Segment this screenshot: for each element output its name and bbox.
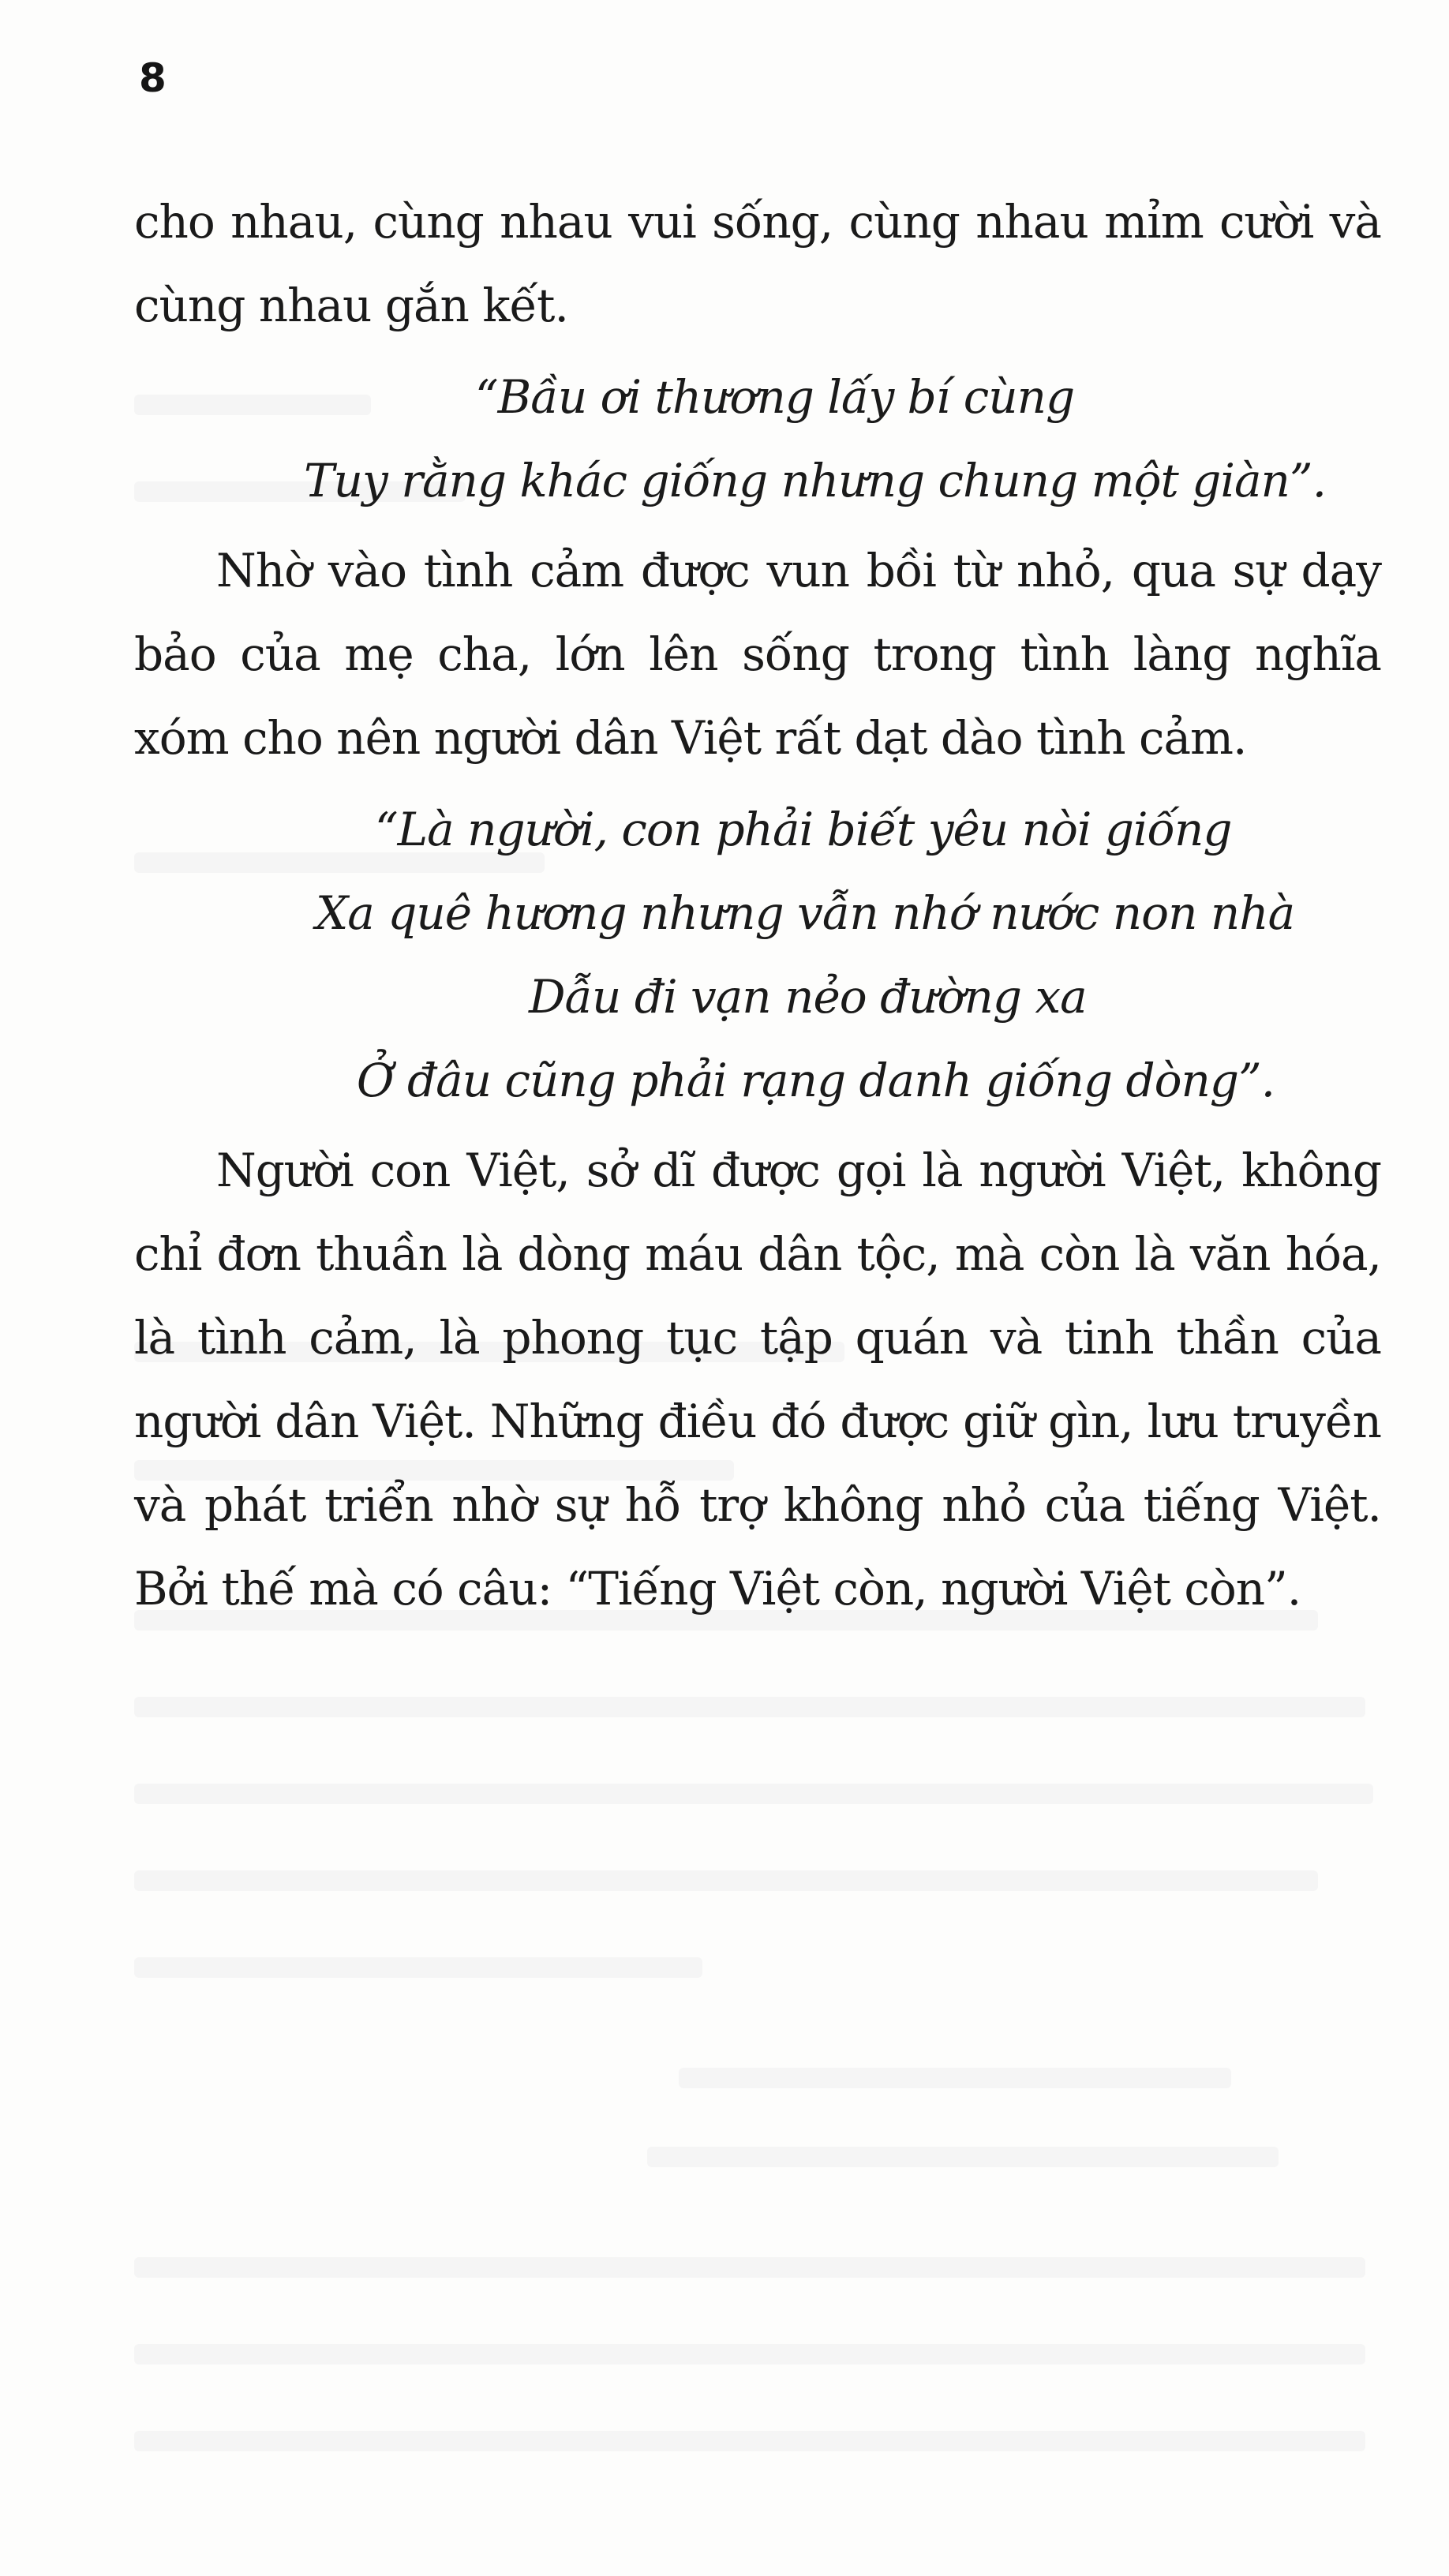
ghost-line [134,2257,1365,2278]
verse-1-line-2: Tuy rằng khác giống nhưng chung một giàn”. [304,454,1327,507]
ghost-line [134,1957,702,1978]
verse-2-line-3: Dẫu đi vạn nẻo đường xa [529,970,1087,1024]
ghost-line [647,2147,1279,2167]
verse-2-line-2: Xa quê hương nhưng vẫn nhớ nước non nhà [316,886,1295,940]
paragraph-3: Người con Việt, sở dĩ được gọi là người Việt, không chỉ đơn thuần là dòng máu dân tộc, mà còn là văn hóa, là tình cảm, là phong tục tập quán và tinh thần của người dân Việt. Những điều đó được giữ gìn, lưu truyền và phát triển nhờ sự hỗ trợ không nhỏ của tiếng Việt. Bởi thế mà có câu: “Tiếng Việt còn, người Việt còn”. [134,1144,1381,1616]
paragraph-2: Nhờ vào tình cảm được vun bồi từ nhỏ, qua sự dạy bảo của mẹ cha, lớn lên sống trong tình làng nghĩa xóm cho nên người dân Việt rất dạt dào tình cảm. [134,544,1381,765]
ghost-line [134,2431,1365,2451]
ghost-line [134,1697,1365,1717]
verse-2-line-1: “Là người, con phải biết yêu nòi giống [375,803,1232,856]
verse-1 [134,355,1381,522]
page-body [134,180,1381,1631]
page-number: 8 [139,55,167,101]
verse-2 [134,788,1381,1122]
ghost-line [134,1870,1318,1891]
ghost-line [134,1784,1373,1804]
ghost-line [679,2068,1231,2088]
verse-2-line-4: Ở đâu cũng phải rạng danh giống dòng”. [357,1054,1275,1107]
paragraph-1: cho nhau, cùng nhau vui sống, cùng nhau mỉm cười và cùng nhau gắn kết. [134,195,1381,332]
ghost-line [134,2344,1365,2364]
verse-1-line-1: “Bầu ơi thương lấy bí cùng [475,370,1075,424]
